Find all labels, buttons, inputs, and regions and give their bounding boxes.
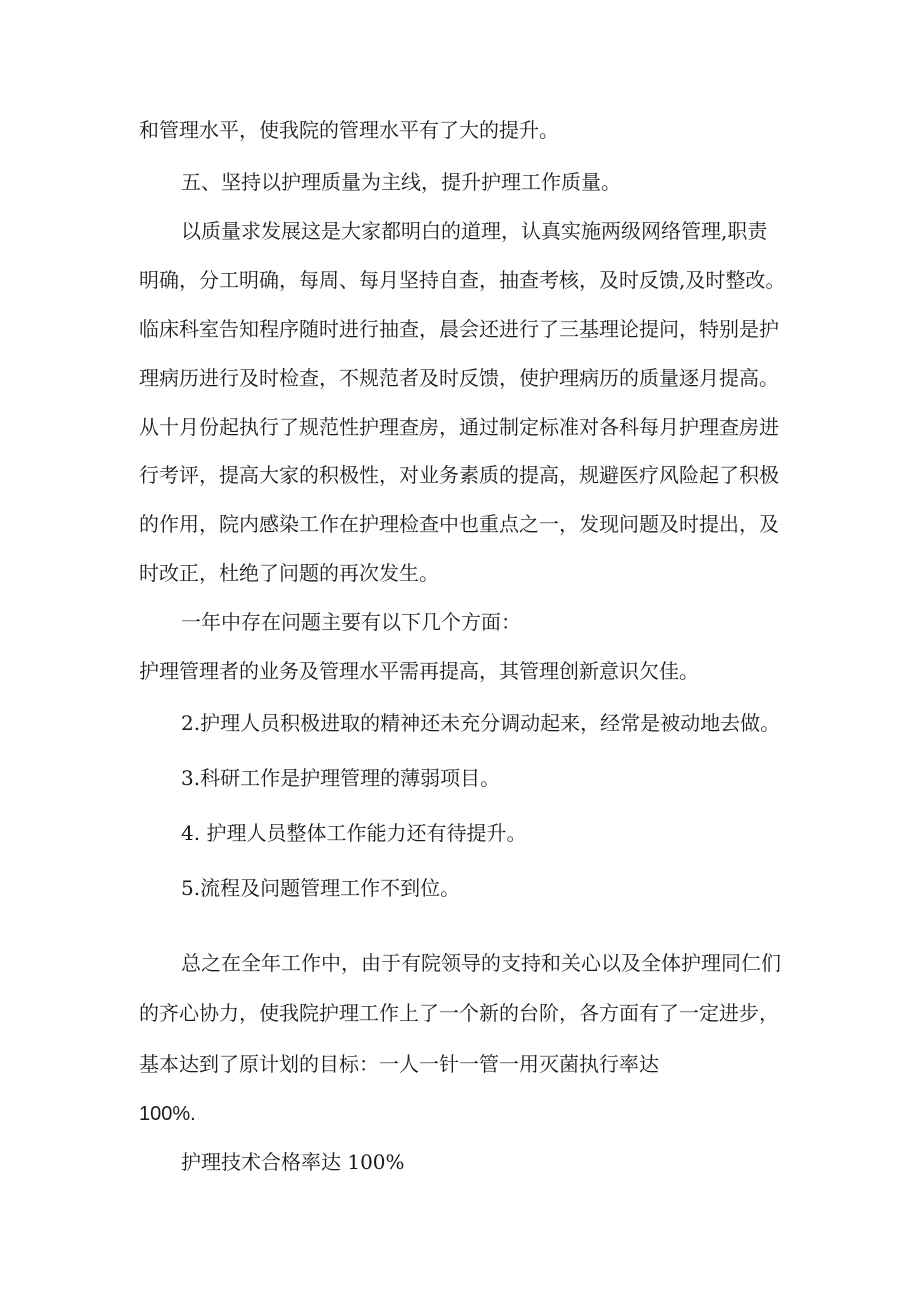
list-intro: 一年中存在问题主要有以下几个方面：: [181, 610, 521, 634]
paragraph-line: 和管理水平，使我院的管理水平有了大的提升。: [139, 118, 559, 142]
paragraph-line: 总之在全年工作中，由于有院领导的支持和关心以及全体护理同仁们: [181, 951, 781, 975]
paragraph-line: 的作用，院内感染工作在护理检查中也重点之一，发现问题及时提出，及: [139, 512, 779, 536]
paragraph-line: 时改正，杜绝了问题的再次发生。: [139, 561, 439, 585]
list-item: 2.护理人员积极进取的精神还未充分调动起来，经常是被动地去做。: [181, 711, 781, 735]
paragraph-line: 理病历进行及时检查，不规范者及时反馈，使护理病历的质量逐月提高。: [139, 366, 779, 390]
paragraph-line: 临床科室告知程序随时进行抽查，晨会还进行了三基理论提问，特别是护: [139, 317, 779, 341]
paragraph-line: 护理技术合格率达 100%: [181, 1150, 405, 1174]
list-item: 4. 护理人员整体工作能力还有待提升。: [181, 821, 527, 845]
list-item: 护理管理者的业务及管理水平需再提高，其管理创新意识欠佳。: [139, 659, 699, 683]
paragraph-line: 从十月份起执行了规范性护理查房，通过制定标准对各科每月护理查房进: [139, 415, 779, 439]
list-item: 5.流程及问题管理工作不到位。: [181, 876, 461, 900]
paragraph-line: 以质量求发展这是大家都明白的道理，认真实施两级网络管理,职责: [181, 219, 768, 243]
paragraph-line: 基本达到了原计划的目标：一人一针一管一用灭菌执行率达: [139, 1052, 659, 1076]
section-heading: 五、坚持以护理质量为主线，提升护理工作质量。: [181, 170, 621, 194]
paragraph-line: 行考评，提高大家的积极性，对业务素质的提高，规避医疗风险起了积极: [139, 463, 779, 487]
paragraph-line: 的齐心协力，使我院护理工作上了一个新的台阶，各方面有了一定进步，: [139, 1001, 779, 1025]
list-item: 3.科研工作是护理管理的薄弱项目。: [181, 766, 501, 790]
paragraph-line: 100%.: [139, 1103, 196, 1125]
paragraph-line: 明确，分工明确，每周、每月坚持自查，抽查考核，及时反馈,及时整改。: [139, 268, 786, 292]
